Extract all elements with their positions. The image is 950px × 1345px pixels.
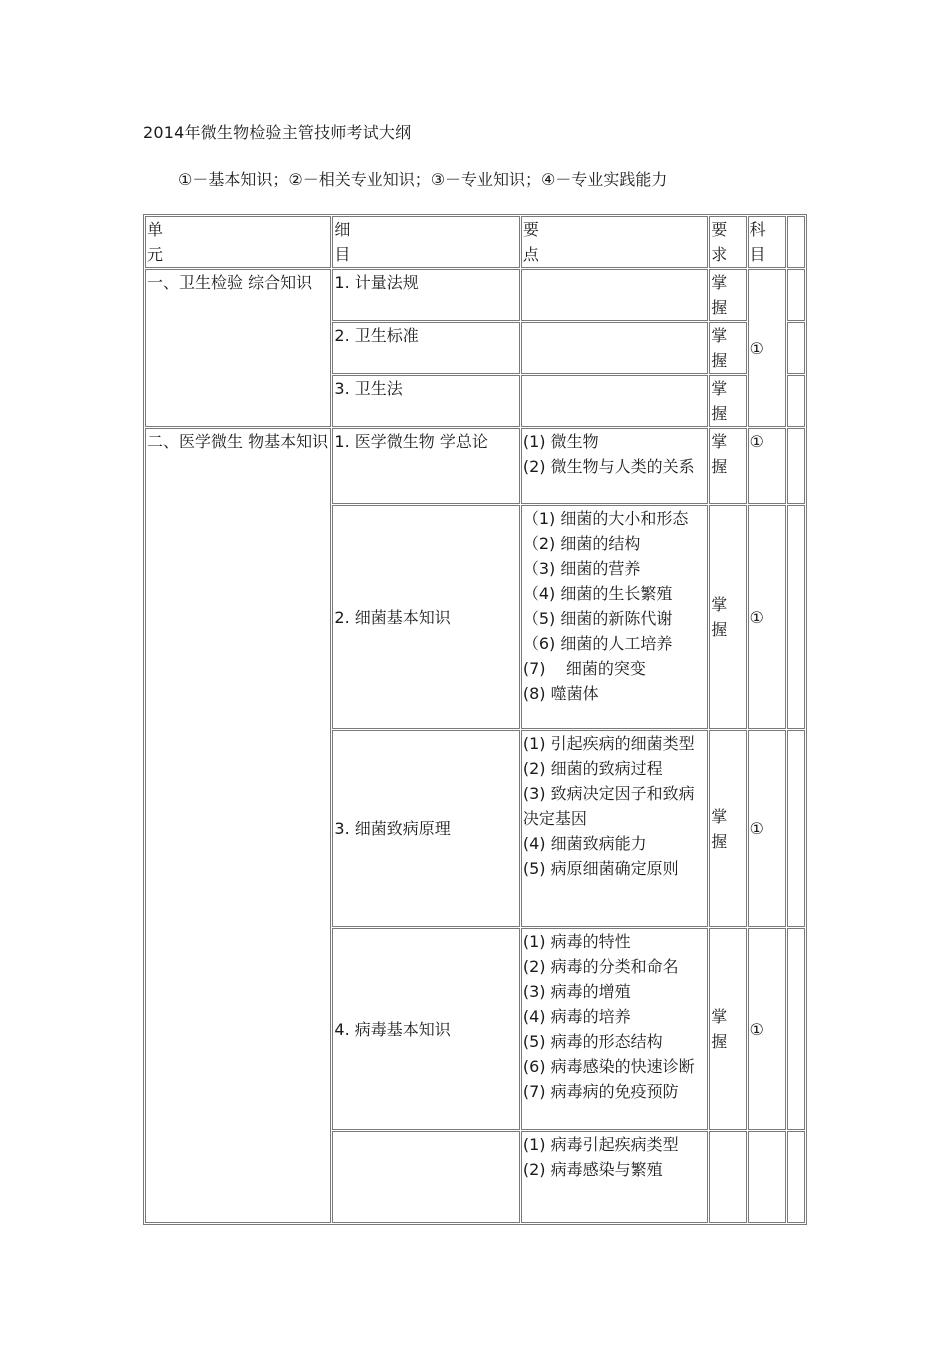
- extra-cell: [787, 375, 805, 427]
- points-cell: [521, 269, 708, 321]
- points-cell: (1) 病毒引起疾病类型 (2) 病毒感染与繁殖: [521, 1131, 708, 1223]
- points-cell: (1) 微生物 (2) 微生物与人类的关系: [521, 428, 708, 504]
- header-requirement: 要 求: [709, 216, 746, 268]
- requirement-cell: 掌 握: [709, 375, 746, 427]
- header-unit: 单 元: [145, 216, 331, 268]
- extra-cell: [787, 928, 805, 1130]
- item-cell: 2. 卫生标准: [332, 322, 519, 374]
- extra-cell: [787, 428, 805, 504]
- header-points: 要 点: [521, 216, 708, 268]
- exam-outline-table: [143, 214, 807, 1225]
- table-row: [145, 269, 805, 321]
- extra-cell: [787, 322, 805, 374]
- requirement-cell: [709, 1131, 746, 1223]
- subject-cell: [748, 1131, 786, 1223]
- item-cell: 3. 细菌致病原理: [332, 730, 519, 927]
- subject-cell: ①: [748, 505, 786, 729]
- subject-cell: ①: [748, 269, 786, 427]
- subject-cell: ①: [748, 928, 786, 1130]
- requirement-cell: 掌 握: [709, 269, 746, 321]
- table-row: [145, 428, 805, 504]
- header-item: 细 目: [332, 216, 519, 268]
- requirement-cell: 掌 握: [709, 505, 746, 729]
- requirement-cell: 掌 握: [709, 730, 746, 927]
- requirement-cell: 掌 握: [709, 322, 746, 374]
- unit-cell: 一、卫生检验 综合知识: [145, 269, 331, 427]
- requirement-cell: 掌 握: [709, 928, 746, 1130]
- subject-cell: ①: [748, 730, 786, 927]
- extra-cell: [787, 269, 805, 321]
- item-cell: 4. 病毒基本知识: [332, 928, 519, 1130]
- points-cell: [521, 375, 708, 427]
- extra-cell: [787, 1131, 805, 1223]
- header-extra: [787, 216, 805, 268]
- points-cell: （1) 细菌的大小和形态 （2) 细菌的结构 （3) 细菌的营养 （4) 细菌的生长繁殖 （5) 细菌的新陈代谢 （6) 细菌的人工培养 (7) 细菌的突变 (8) 噬菌体: [521, 505, 708, 729]
- document-title: 2014年微生物检验主管技师考试大纲: [143, 123, 412, 142]
- extra-cell: [787, 730, 805, 927]
- requirement-cell: 掌 握: [709, 428, 746, 504]
- item-cell: 1. 计量法规: [332, 269, 519, 321]
- table-header-row: [145, 216, 805, 268]
- header-subject: 科 目: [748, 216, 786, 268]
- points-cell: [521, 322, 708, 374]
- item-cell: 2. 细菌基本知识: [332, 505, 519, 729]
- points-cell: (1) 病毒的特性 (2) 病毒的分类和命名 (3) 病毒的增殖 (4) 病毒的培养 (5) 病毒的形态结构 (6) 病毒感染的快速诊断 (7) 病毒病的免疫预防: [521, 928, 708, 1130]
- subject-cell: ①: [748, 428, 786, 504]
- unit-cell: 二、医学微生 物基本知识: [145, 428, 331, 1223]
- subject-legend: ①－基本知识；②－相关专业知识；③－专业知识；④－专业实践能力: [178, 170, 668, 189]
- item-cell: [332, 1131, 519, 1223]
- item-cell: 3. 卫生法: [332, 375, 519, 427]
- extra-cell: [787, 505, 805, 729]
- points-cell: (1) 引起疾病的细菌类型 (2) 细菌的致病过程 (3) 致病决定因子和致病决定基因 (4) 细菌致病能力 (5) 病原细菌确定原则: [521, 730, 708, 927]
- item-cell: 1. 医学微生物 学总论: [332, 428, 519, 504]
